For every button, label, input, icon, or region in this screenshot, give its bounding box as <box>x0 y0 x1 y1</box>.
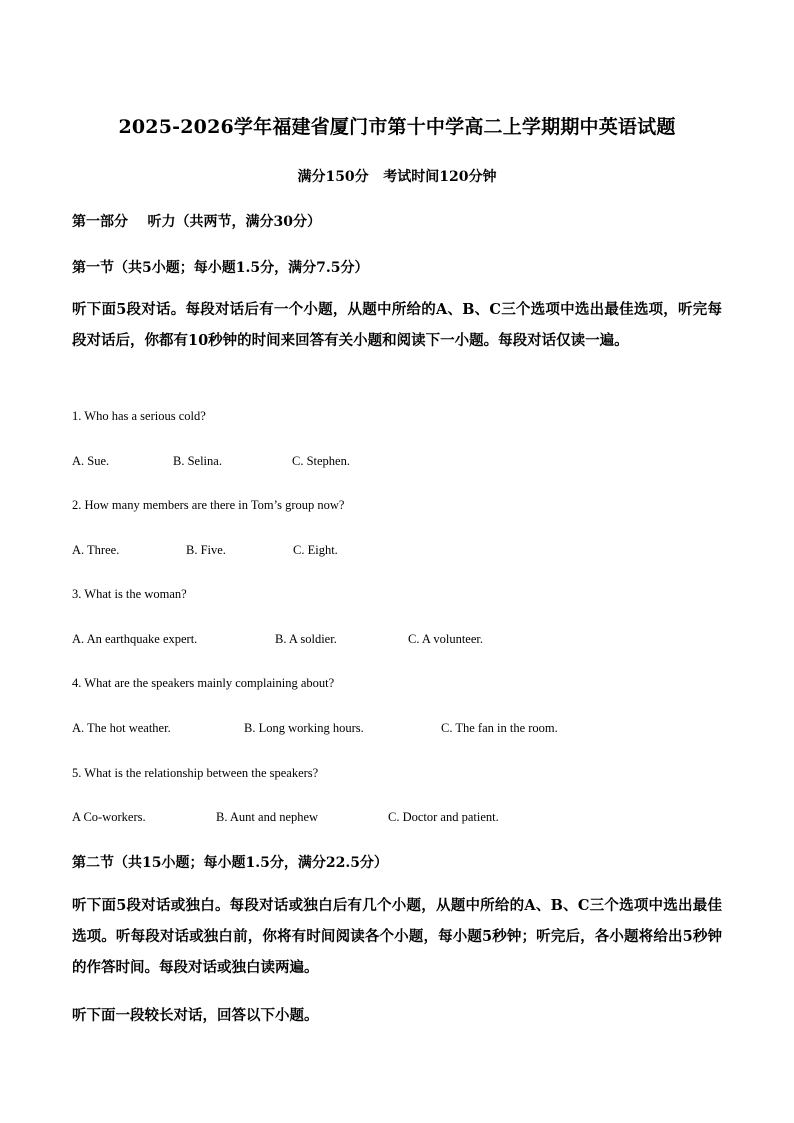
question-4-option-b: B. Long working hours. <box>244 721 364 735</box>
question-1-option-c: C. Stephen. <box>292 454 350 468</box>
section1-heading: 第一节（共5小题；每小题1.5分，满分7.5分） <box>72 260 369 276</box>
question-2-option-b: B. Five. <box>186 543 226 557</box>
question-5-option-c: C. Doctor and patient. <box>388 810 499 824</box>
question-3-option-b: B. A soldier. <box>275 632 337 646</box>
question-2-option-c: C. Eight. <box>293 543 338 557</box>
question-4-option-c: C. The fan in the room. <box>441 721 558 735</box>
page-title: 2025-2026学年福建省厦门市第十中学高二上学期期中英语试题 <box>118 116 676 138</box>
question-4: 4. What are the speakers mainly complaining about? <box>72 676 335 690</box>
question-4-option-a: A. The hot weather. <box>72 721 171 735</box>
section2-heading: 第二节（共15小题；每小题1.5分，满分22.5分） <box>72 855 388 871</box>
question-1-option-b: B. Selina. <box>173 454 222 468</box>
question-2-option-a: A. Three. <box>72 543 120 557</box>
section2-instructions: 听下面5段对话或独白。每段对话或独白后有几个小题，从题中所给的A、B、C三个选项中选出最佳选项。听每段对话或独白前，你将有时间阅读各个小题，每小题5秒钟；听完后，各小题将给出5秒钟的作答时间。每段对话或独白读两遍。 <box>72 897 722 976</box>
exam-info: 满分150分 考试时间120分钟 <box>297 169 497 185</box>
question-3-option-a: A. An earthquake expert. <box>72 632 198 646</box>
question-1: 1. Who has a serious cold? <box>72 409 206 423</box>
question-1-option-a: A. Sue. <box>72 454 110 468</box>
section2-lead: 听下面一段较长对话，回答以下小题。 <box>72 1007 319 1024</box>
part1-heading: 第一部分 听力（共两节，满分30分） <box>72 214 321 230</box>
question-3-option-c: C. A volunteer. <box>408 632 483 646</box>
question-3: 3. What is the woman? <box>72 587 187 601</box>
question-2: 2. How many members are there in Tom’s group now? <box>72 498 345 512</box>
question-5-option-a: A Co-workers. <box>72 810 146 824</box>
question-5: 5. What is the relationship between the speakers? <box>72 766 319 780</box>
question-5-option-b: B. Aunt and nephew <box>216 810 319 824</box>
section1-instructions: 听下面5段对话。每段对话后有一个小题，从题中所给的A、B、C三个选项中选出最佳选项，听完每段对话后，你都有10秒钟的时间来回答有关小题和阅读下一小题。每段对话仅读一遍。 <box>72 301 722 349</box>
